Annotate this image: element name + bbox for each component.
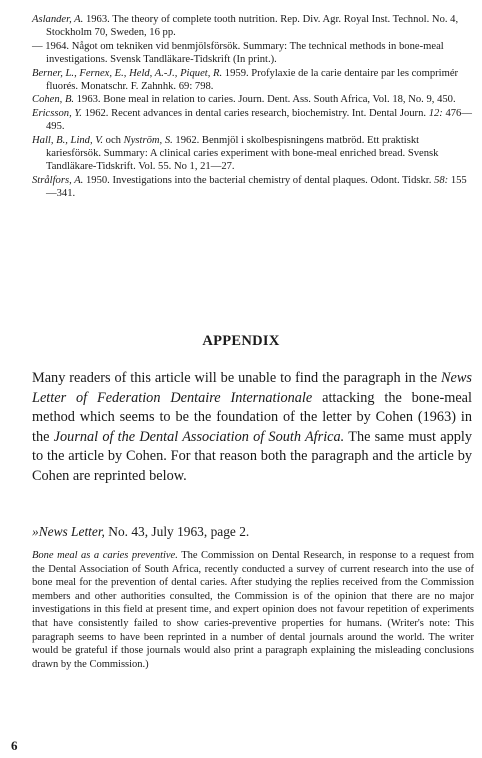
reference-item bbox=[32, 40, 476, 67]
reference-text: 1950. Investigations into the bacterial chemistry of dental plaques. Odont. Tidskr. bbox=[83, 174, 435, 186]
paragraph-text: The Commission on Dental Research, in response to a request from the Dental Association of South Africa, recently conducted a survey of current research into the use of bone meal for the prevention of dental caries. After studying the replies received from the Commission members and other authorities consulted, the Commission is of the opinion that there are no major investigations in this field at present time, and expert opinion does not favour repetition of experiments that have consistently failed to show caries-preventive properties for humans. (Writer's note: This paragraph seems to have been reprinted in a number of dental journals around the world. The writer would be grateful if those journals would also print a paragraph explaining the misleading conclusions drawn by the Commission.) bbox=[32, 550, 474, 670]
reference-item bbox=[32, 67, 476, 94]
reference-author: Berner, L., Fernex, E., Held, A.-J., Piquet, R. bbox=[32, 67, 223, 79]
reference-author: Nyström, S. bbox=[123, 134, 173, 146]
reference-item bbox=[32, 174, 476, 201]
reprinted-paragraph bbox=[32, 549, 474, 671]
reference-volume: 12: bbox=[428, 107, 443, 119]
reference-author: Aslander, A. bbox=[32, 14, 84, 25]
paragraph-lead: Bone meal as a caries preventive. bbox=[32, 550, 178, 561]
reference-item bbox=[32, 134, 476, 174]
reference-item bbox=[32, 107, 476, 134]
journal-title: News Letter of Federation Dentaire Internationale bbox=[32, 370, 472, 406]
reference-pages: 476—495. bbox=[46, 107, 472, 133]
reference-author: Hall, B., Lind, V. bbox=[32, 134, 104, 146]
reference-pages: 155—341. bbox=[46, 174, 467, 200]
reference-text: 1962. Recent advances in dental caries research, biochemistry. Int. Dental Journ. bbox=[81, 107, 429, 119]
reference-text: — 1964. Något om tekniken vid benmjölsförsök. Summary: The technical methods in bone-meal investigations. Svensk Tandläkare-Tidskrift (In print.). bbox=[32, 40, 444, 66]
reference-item bbox=[32, 93, 476, 106]
reference-item bbox=[32, 13, 476, 40]
newsletter-issue: No. 43, July 1963, page 2. bbox=[104, 524, 250, 539]
reference-text: 1959. Profylaxie de la carie dentaire par les comprimér fluorés. Monatschr. F. Zahnhk. 69: 798. bbox=[46, 67, 459, 93]
reference-volume: 58: bbox=[434, 174, 449, 186]
reference-list bbox=[32, 13, 476, 201]
page-number: 6 bbox=[11, 738, 18, 753]
appendix-intro-paragraph bbox=[32, 369, 472, 486]
newsletter-citation-heading bbox=[32, 524, 249, 540]
reference-author: Cohen, B. bbox=[32, 94, 75, 106]
reference-text: 1962. Benmjöl i skolbespisningens matbröd. Ett praktiskt kariesförsök. Summary: A clinical caries experiment with bone-meal enriched bread. Svensk Tandläkare-Tidskrift. Vol. 55. No 1, 21—27. bbox=[46, 134, 439, 173]
journal-title: Journal of the Dental Association of South Africa. bbox=[53, 428, 345, 445]
reference-author: Ericsson, Y. bbox=[32, 107, 82, 119]
reference-conjunction: och bbox=[103, 134, 124, 146]
intro-text: attacking the bone-meal method which seems to be the foundation of the letter by Cohen (1963) in the bbox=[32, 389, 472, 445]
reference-text: 1963. Bone meal in relation to caries. Journ. Dent. Ass. South Africa, Vol. 18, No. 9, 450. bbox=[74, 94, 456, 106]
reference-author: Strålfors, A. bbox=[32, 174, 84, 186]
intro-text: The same must apply to the article by Cohen. For that reason both the paragraph and the article by Cohen are reprinted below. bbox=[32, 428, 472, 484]
newsletter-title: »News Letter, bbox=[32, 524, 105, 539]
appendix-heading: APPENDIX bbox=[202, 333, 280, 349]
reference-text: 1963. The theory of complete tooth nutrition. Rep. Div. Agr. Royal Inst. Technol. No. 4, Stockholm 70, Sweden, 16 pp. bbox=[46, 14, 459, 39]
intro-text: Many readers of this article will be unable to find the paragraph in the bbox=[32, 370, 442, 386]
